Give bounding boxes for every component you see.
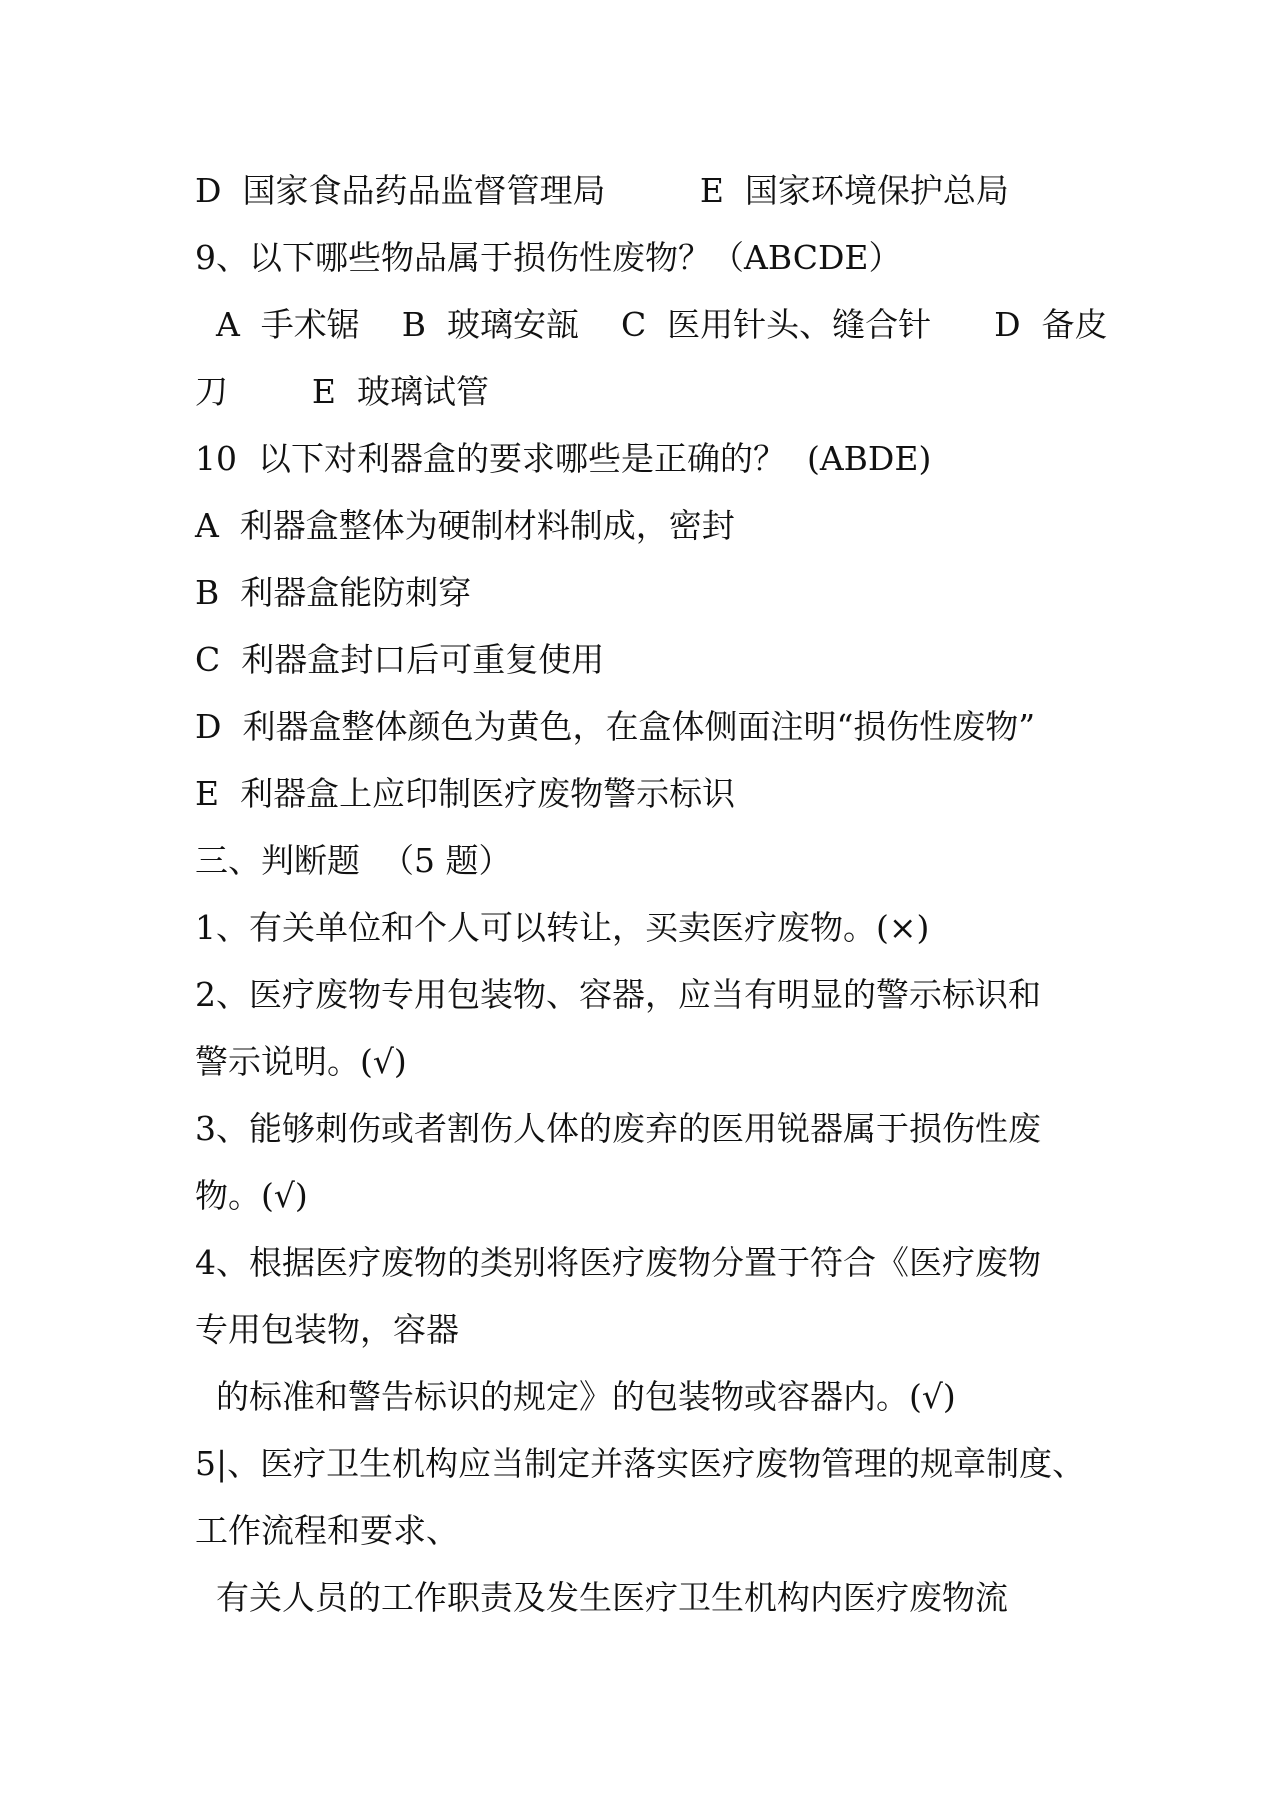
question-10-option-e: E 利器盒上应印制医疗废物警示标识	[195, 774, 736, 813]
tf-item-3: 3、能够刺伤或者割伤人体的废弃的医用锐器属于损伤性废	[195, 1109, 1041, 1148]
tf-item-4-cont: 专用包装物，容器	[195, 1310, 459, 1349]
section-heading-true-false: 三、判断题 （5 题）	[195, 841, 512, 880]
tf-item-4-cont-2: 的标准和警告标识的规定》的包装物或容器内。(√)	[195, 1377, 956, 1416]
question-10-option-b: B 利器盒能防刺穿	[195, 573, 472, 612]
tf-item-2: 2、医疗废物专用包装物、容器，应当有明显的警示标识和	[195, 975, 1041, 1014]
question-9-options-cont: 刀 E 玻璃试管	[195, 372, 489, 411]
tf-item-2-cont: 警示说明。(√)	[195, 1042, 407, 1081]
tf-item-5: 5|、医疗卫生机构应当制定并落实医疗废物管理的规章制度、	[195, 1444, 1086, 1483]
tf-item-5-cont: 工作流程和要求、	[195, 1511, 459, 1550]
question-10-option-a: A 利器盒整体为硬制材料制成，密封	[195, 506, 735, 545]
tf-item-5-cont-2: 有关人员的工作职责及发生医疗卫生机构内医疗废物流	[195, 1578, 1008, 1617]
question-9-options: A 手术锯 B 玻璃安瓿 C 医用针头、缝合针 D 备皮	[195, 305, 1108, 344]
question-10-option-c: C 利器盒封口后可重复使用	[195, 640, 605, 679]
question-10: 10 以下对利器盒的要求哪些是正确的？ (ABDE)	[195, 439, 932, 478]
tf-item-3-cont: 物。(√)	[195, 1176, 308, 1215]
option-line-d-e: D 国家食品药品监督管理局 E 国家环境保护总局	[195, 171, 1009, 210]
tf-item-4: 4、根据医疗废物的类别将医疗废物分置于符合《医疗废物	[195, 1243, 1041, 1282]
question-9: 9、以下哪些物品属于损伤性废物？（ABCDE）	[195, 238, 902, 277]
question-10-option-d: D 利器盒整体颜色为黄色，在盒体侧面注明“损伤性废物”	[195, 707, 1036, 746]
tf-item-1: 1、有关单位和个人可以转让，买卖医疗废物。(×)	[195, 908, 930, 947]
